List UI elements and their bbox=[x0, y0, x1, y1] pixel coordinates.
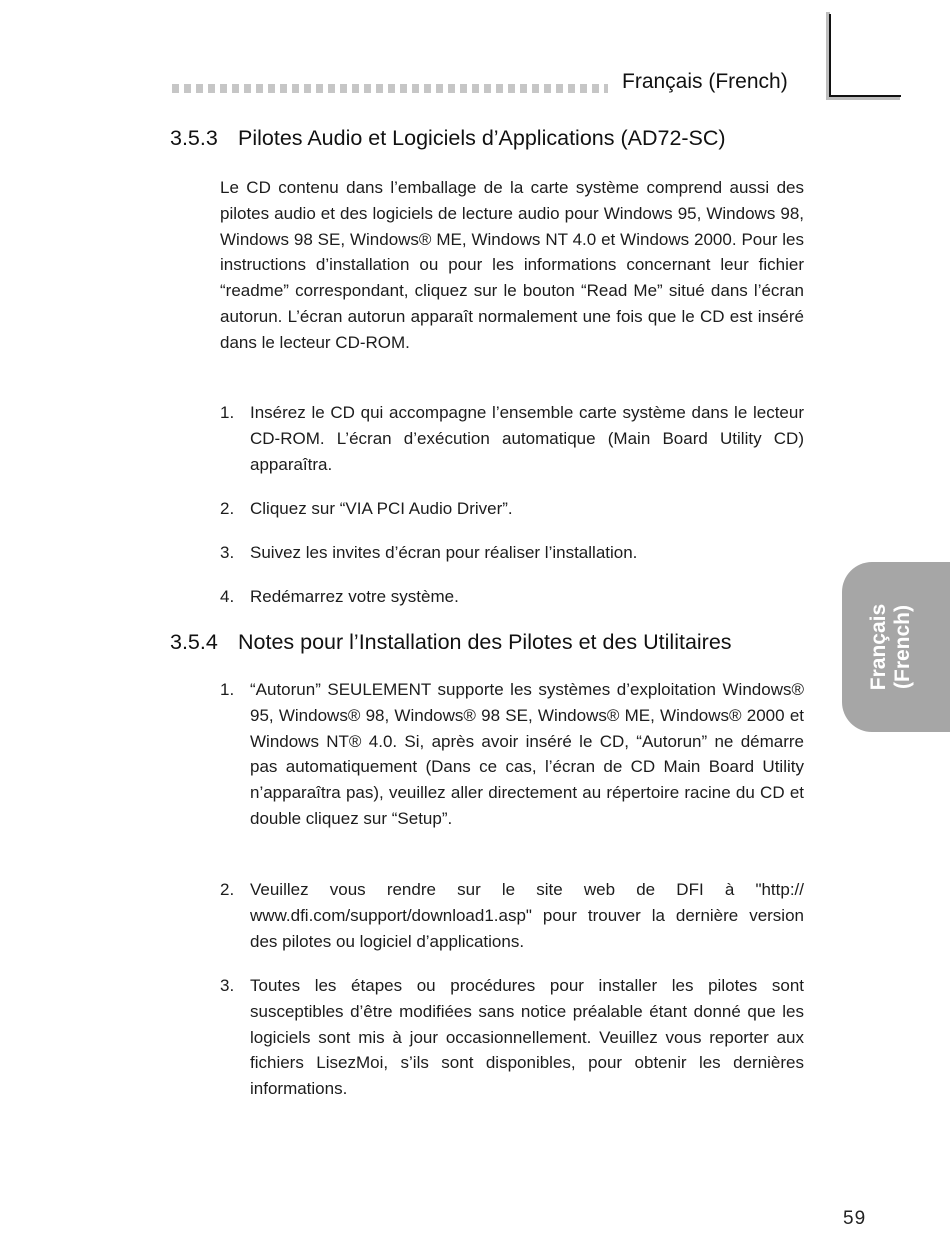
list-text: Veuillez vous rendre sur le site web de DFI à "http:// www.dfi.com/support/download1.asp" pour trouver la dernière version des pilotes ou logiciel d’applications. bbox=[250, 880, 804, 951]
list-item bbox=[220, 973, 804, 1102]
list-number: 1. bbox=[220, 403, 235, 422]
list-number: 2. bbox=[220, 880, 235, 899]
section-heading: Notes pour l’Installation des Pilotes et des Utilitaires bbox=[238, 630, 732, 654]
section-title-3-5-3 bbox=[170, 126, 726, 151]
list-number: 2. bbox=[220, 499, 235, 518]
list-text: Toutes les étapes ou procédures pour installer les pilotes sont susceptibles d’être modifiées sans notice préalable étant donné que les logiciels sont mis à jour occasionnellement. Veuillez vous reporter aux fichiers LisezMoi, s’ils sont disponibles, pour obtenir les dernières informations. bbox=[250, 976, 804, 1099]
corner-mark-shadow-horizontal bbox=[826, 97, 900, 100]
list-item bbox=[220, 496, 804, 522]
corner-mark-vertical bbox=[829, 14, 831, 98]
list-text: “Autorun” SEULEMENT supporte les systèmes d’exploitation Windows® 95, Windows® 98, Windows® 98 SE, Windows® ME, Windows® 2000 et Windows NT® 4.0. Si, après avoir inséré le CD, “Autorun” ne démarre pas automatiquement (Dans ce cas, l’écran de CD Main Board Utility n’apparaîtra pas), veuillez aller directement au répertoire racine du CD et double cliquez sur “Setup”. bbox=[250, 680, 804, 828]
list-text: Insérez le CD qui accompagne l’ensemble carte système dans le lecteur CD-ROM. L’écran d’exécution automatique (Main Board Utility CD) apparaîtra. bbox=[250, 403, 804, 474]
section-heading: Pilotes Audio et Logiciels d’Applications (AD72-SC) bbox=[238, 126, 726, 150]
list-text: Redémarrez votre système. bbox=[250, 587, 459, 606]
page-number: 59 bbox=[843, 1208, 867, 1229]
list-number: 3. bbox=[220, 543, 235, 562]
list-item bbox=[220, 400, 804, 477]
header-language-label: Français (French) bbox=[622, 70, 788, 93]
section-number: 3.5.4 bbox=[170, 630, 218, 654]
list-number: 4. bbox=[220, 587, 235, 606]
list-number: 1. bbox=[220, 680, 235, 699]
section-number: 3.5.3 bbox=[170, 126, 218, 150]
list-item bbox=[220, 584, 804, 610]
side-tab-line-1: Français bbox=[867, 603, 890, 691]
list-item bbox=[220, 877, 804, 954]
section-title-3-5-4 bbox=[170, 630, 732, 655]
section-intro-paragraph: Le CD contenu dans l’emballage de la carte système comprend aussi des pilotes audio et des logiciels de lecture audio pour Windows 95, Windows 98, Windows 98 SE, Windows® ME, Windows NT 4.0 et Windows 2000. Pour les instructions d’installation ou pour les informations concernant leur fichier “readme” correspondant, cliquez sur le bouton “Read Me” situé dans l’écran autorun. L’écran autorun apparaît normalement une fois que le CD est inséré dans le lecteur CD-ROM. bbox=[220, 178, 804, 352]
list-number: 3. bbox=[220, 976, 235, 995]
side-tab-label bbox=[867, 604, 915, 690]
list-text: Cliquez sur “VIA PCI Audio Driver”. bbox=[250, 499, 513, 518]
list-item bbox=[220, 677, 804, 832]
language-side-tab bbox=[842, 562, 950, 732]
list-item bbox=[220, 540, 804, 566]
side-tab-line-2: (French) bbox=[891, 605, 914, 690]
list-text: Suivez les invites d’écran pour réaliser l’installation. bbox=[250, 543, 638, 562]
header-dotted-rule bbox=[172, 84, 608, 93]
